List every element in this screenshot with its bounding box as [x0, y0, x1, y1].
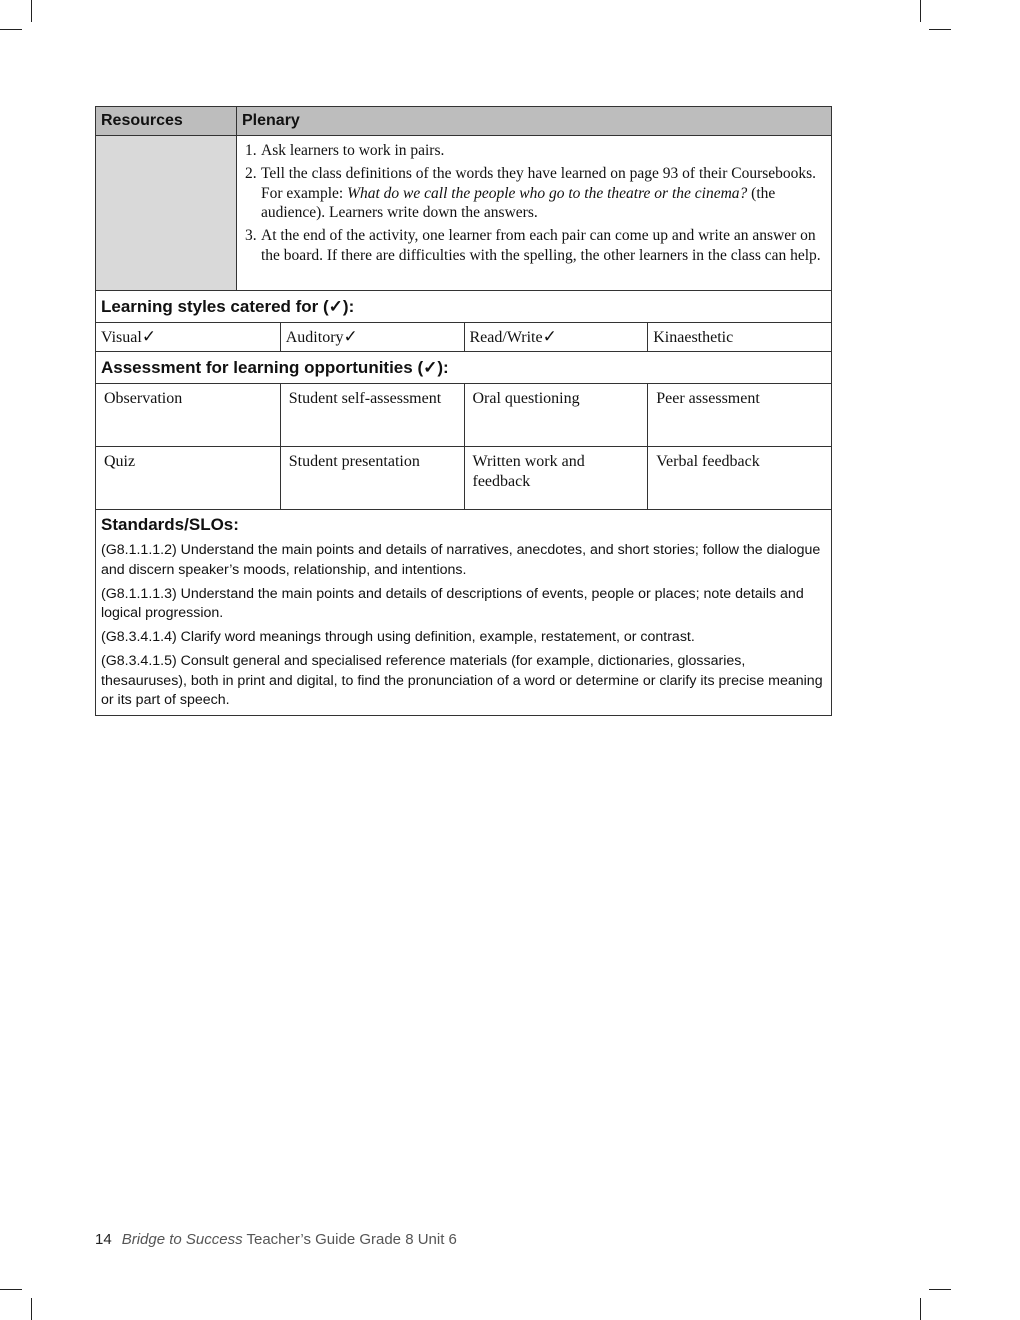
resources-cell: [96, 136, 237, 290]
crop-mark: [31, 1298, 32, 1320]
page-footer: [95, 1231, 457, 1248]
crop-mark: [920, 0, 921, 22]
check-icon: ✓: [343, 327, 358, 347]
step-text: Ask learners to work in pairs.: [261, 142, 445, 159]
learning-styles-row: [96, 322, 831, 351]
assessment-option: Observation: [104, 390, 183, 407]
crop-mark: [31, 0, 32, 22]
check-icon: ✓: [141, 327, 157, 347]
assessment-option: Student presentation: [280, 447, 464, 509]
check-icon: ✓: [542, 327, 557, 347]
resources-heading: Resources: [96, 107, 237, 135]
assessment-option: Written work and feedback: [464, 447, 648, 509]
standards-heading: Standards/SLOs:: [101, 515, 239, 534]
table-header-row: [96, 107, 831, 135]
plenary-step: [245, 141, 823, 161]
crop-mark: [0, 1289, 22, 1290]
book-title: Bridge to Success: [121, 1231, 243, 1248]
step-text: At the end of the activity, one learner from each pair can come up and write an answer on the board. If there are difficulties with the spelling, the other learners in the class can help.: [261, 227, 821, 264]
plenary-step: [245, 164, 823, 223]
standard-item: (G8.1.1.1.2) Understand the main points and details of narratives, anecdotes, and short stories; follow the dialogue and discern speaker’s moods, relationship, and intentions.: [101, 542, 821, 578]
style-read-write: Read/Write✓: [464, 323, 648, 351]
footer-subtitle: Teacher’s Guide Grade 8 Unit 6: [242, 1231, 457, 1248]
assessment-option: Verbal feedback: [647, 447, 831, 509]
plenary-step: [245, 226, 823, 265]
page-number: 14: [95, 1231, 112, 1248]
assessment-row-2: [96, 446, 831, 509]
step-number: 1.: [245, 142, 257, 159]
style-auditory: Auditory✓: [280, 323, 464, 351]
plenary-steps-list: [237, 136, 831, 266]
crop-mark: [929, 29, 951, 30]
step-number: 2.: [245, 165, 257, 183]
assessment-row-1: [96, 383, 831, 446]
crop-mark: [929, 1289, 951, 1290]
plenary-row: [96, 135, 831, 290]
step-number: 3.: [245, 227, 257, 245]
standards-cell: [96, 510, 831, 715]
assessment-heading: Assessment for learning opportunities (✓):: [101, 358, 449, 377]
assessment-option: Oral questioning: [464, 384, 648, 446]
standard-item: (G8.3.4.1.4) Clarify word meanings through using definition, example, restatement, or contrast.: [101, 629, 695, 645]
standard-item: (G8.3.4.1.5) Consult general and specialised reference materials (for example, dictionaries, glossaries, thesauruses), both in print and digital, to find the pronunciation of a word or determine or clarify its precise meaning or its part of speech.: [101, 653, 823, 708]
standards-row: [96, 509, 831, 715]
learning-styles-heading-row: [96, 290, 831, 322]
plenary-heading: Plenary: [242, 112, 300, 129]
assessment-option: Quiz: [104, 453, 136, 470]
standard-item: (G8.1.1.1.3) Understand the main points and details of descriptions of events, people or places; note details and logical progression.: [101, 585, 804, 621]
style-kinaesthetic: Kinaesthetic: [647, 323, 831, 351]
crop-mark: [0, 29, 22, 30]
crop-mark: [920, 1298, 921, 1320]
style-visual: Visual✓: [101, 327, 157, 347]
plenary-cell: [237, 136, 831, 290]
assessment-heading-row: [96, 351, 831, 383]
assessment-option: Student self-assessment: [280, 384, 464, 446]
step-text: Tell the class definitions of the words they have learned on page 93 of their Coursebooks. For example: What do we call the people who go to the theatre or the cinema? (the audience). Learners write down the answers.: [261, 165, 817, 222]
learning-styles-heading: Learning styles catered for (✓):: [101, 297, 355, 316]
lesson-table: [95, 106, 832, 716]
assessment-option: Peer assessment: [647, 384, 831, 446]
